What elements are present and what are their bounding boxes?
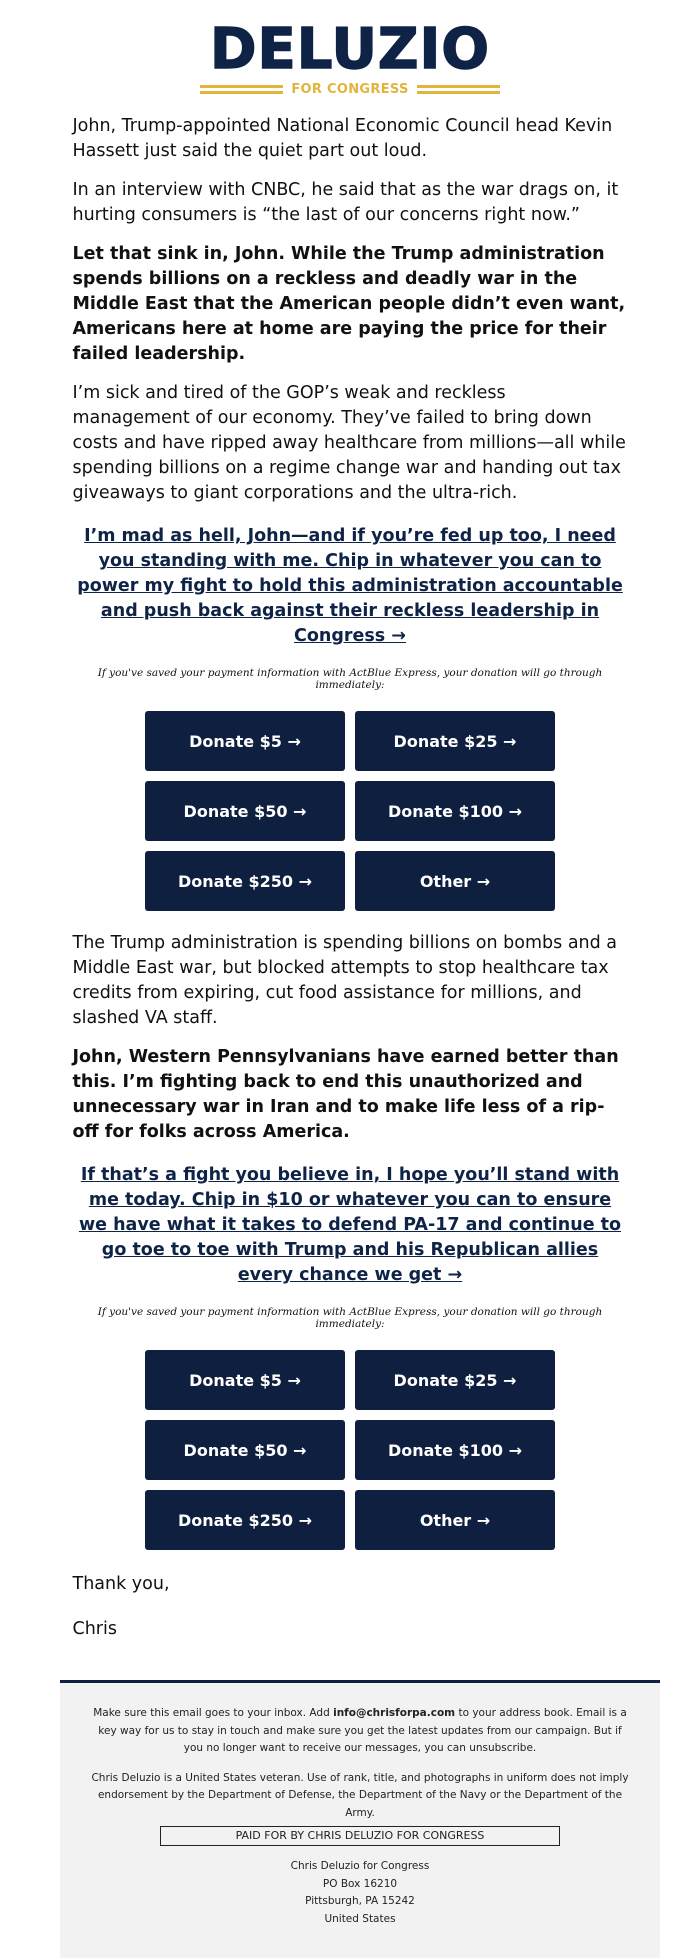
donate-50-button[interactable]: Donate $50 → (145, 1420, 345, 1480)
veteran-disclaimer: Chris Deluzio is a United States veteran. Use of rank, title, and photographs in uniform does not imply endorsement by the Department of Defense, the Department of the Navy or the Department of the Army. (91, 1771, 629, 1819)
sign-off: Thank you, (72, 1574, 170, 1594)
paid-for-box: PAID FOR BY CHRIS DELUZIO FOR CONGRESS (160, 1826, 560, 1846)
logo-right-stripes (417, 85, 500, 94)
paragraph-3: Let that sink in, John. While the Trump administration spends billions on a reckless and deadly war in the Middle East that the American people didn’t even want, Americans here at home are paying the price for their failed leadership. (72, 244, 626, 364)
paragraph-6: John, Western Pennsylvanians have earned better than this. I’m fighting back to end this unauthorized and unnecessary war in Iran and to make life less of a rip-off for folks across America. (72, 1047, 619, 1142)
paragraph-5: The Trump administration is spending billions on bombs and a Middle East war, but blocked attempts to stop healthcare tax credits from expiring, cut food assistance for millions, and slashed VA staff. (72, 933, 618, 1028)
inbox-notice (90, 1705, 630, 1758)
contact-email-link[interactable]: info@chrisforpa.com (333, 1707, 456, 1719)
donate-other-button[interactable]: Other → (355, 851, 555, 911)
logo-tagline-row (200, 82, 500, 97)
paragraph-2: In an interview with CNBC, he said that as the war drags on, it hurting consumers is “the last of our concerns right now.” (72, 180, 619, 225)
email-container (60, 0, 640, 1958)
donate-5-button[interactable]: Donate $5 → (145, 711, 345, 771)
donate-button-grid-1 (145, 711, 555, 911)
donate-5-button[interactable]: Donate $5 → (145, 1350, 345, 1410)
inbox-notice-text: Make sure this email goes to your inbox. Add (93, 1707, 334, 1719)
paragraph-4: I’m sick and tired of the GOP’s weak and reckless management of our economy. They’ve failed to bring down costs and have ripped away healthcare from millions—all while spending billions on a regime change war and handing out tax giveaways to giant corporations and the ultra-rich. (72, 383, 626, 503)
unsubscribe-link[interactable]: unsubscribe (469, 1742, 533, 1754)
donate-link-1[interactable]: I’m mad as hell, John—and if you’re fed up too, I need you standing with me. Chip in whatever you can to power my fight to hold this administration accountable and push back against their reckless leadership in Congress → (77, 526, 623, 646)
donate-250-button[interactable]: Donate $250 → (145, 851, 345, 911)
footer-content (90, 1705, 630, 1928)
donate-50-button[interactable]: Donate $50 → (145, 781, 345, 841)
donate-button-grid-2 (145, 1350, 555, 1550)
logo-left-stripes (200, 85, 283, 94)
email-body (73, 114, 628, 1642)
address-line: Chris Deluzio for Congress (290, 1860, 430, 1872)
signature: Chris (72, 1619, 117, 1639)
inbox-notice-text-2: to your address book. Email is a key way for us to stay in touch and make sure you get the latest updates from our campaign. But if you no longer want to receive our messages, you can (98, 1707, 627, 1754)
address-line: United States (324, 1912, 396, 1925)
donate-link-2[interactable]: If that’s a fight you believe in, I hope you’ll stand with me today. Chip in $10 or whatever you can to ensure we have what it takes to defend PA-17 and continue to go toe to toe with Trump and his Republican allies every chance we get → (78, 1165, 622, 1285)
campaign-logo (60, 0, 640, 114)
donate-25-button[interactable]: Donate $25 → (355, 711, 555, 771)
address-line: PO Box 16210 (322, 1877, 398, 1890)
logo-wordmark: DELUZIO (210, 17, 490, 82)
logo-tagline: FOR CONGRESS (291, 82, 409, 97)
address-line: Pittsburgh, PA 15242 (305, 1895, 415, 1907)
paragraph-1: John, Trump-appointed National Economic Council head Kevin Hassett just said the quiet part out loud. (72, 116, 613, 161)
donate-250-button[interactable]: Donate $250 → (145, 1490, 345, 1550)
actblue-note-2: If you've saved your payment information with ActBlue Express, your donation will go through immediately: (97, 1306, 603, 1330)
mailing-address (90, 1858, 630, 1928)
donate-25-button[interactable]: Donate $25 → (355, 1350, 555, 1410)
donate-100-button[interactable]: Donate $100 → (355, 1420, 555, 1480)
donate-other-button[interactable]: Other → (355, 1490, 555, 1550)
donate-100-button[interactable]: Donate $100 → (355, 781, 555, 841)
actblue-note-1: If you've saved your payment information with ActBlue Express, your donation will go through immediately: (97, 667, 603, 691)
inbox-notice-end: . (532, 1742, 537, 1754)
email-footer (60, 1680, 660, 1958)
